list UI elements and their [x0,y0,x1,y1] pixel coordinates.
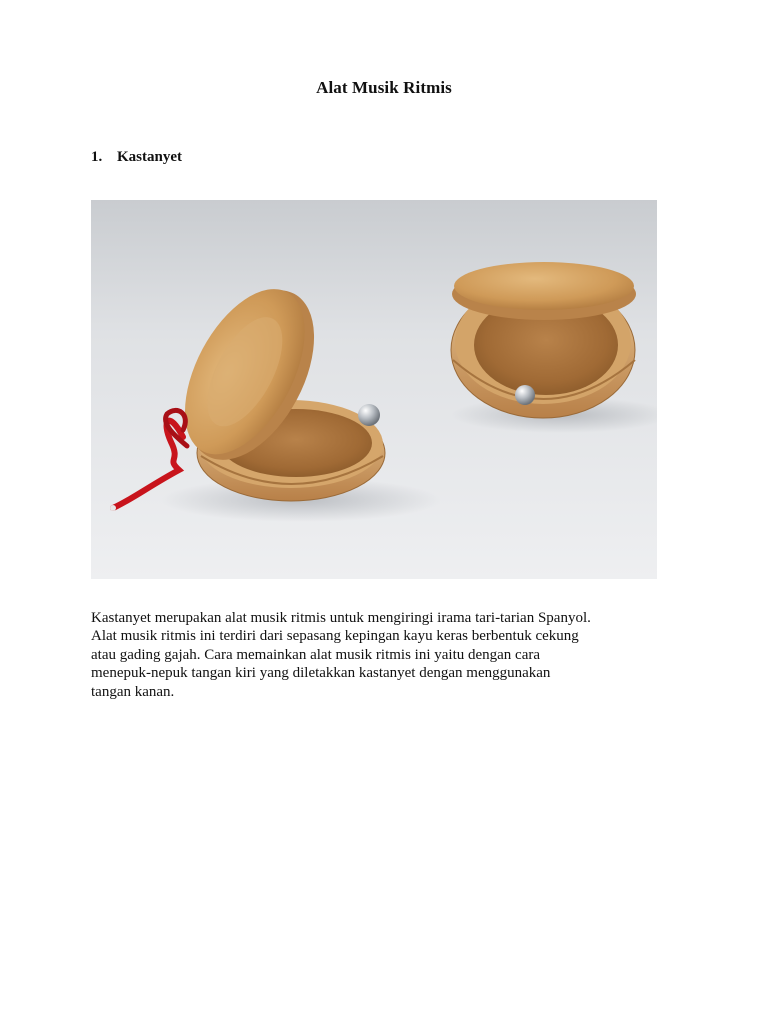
paragraph-line: atau gading gajah. Cara memainkan alat musik ritmis ini yaitu dengan cara [91,646,541,663]
page-title: Alat Musik Ritmis [316,78,452,97]
paragraph-line: Alat musik ritmis ini terdiri dari sepasang kepingan kayu keras berbentuk cekung [91,628,579,645]
section-number: 1. [91,149,103,165]
castanets-photo [91,200,657,579]
castanets-illustration [91,200,657,579]
paragraph-line: menepuk-nepuk tangan kiri yang diletakkan kastanyet dengan menggunakan [91,665,551,682]
section-heading [91,149,182,166]
section-title: Kastanyet [117,149,182,165]
paragraph-line: tangan kanan. [91,683,175,700]
paragraph-line: Kastanyet merupakan alat musik ritmis untuk mengiringi irama tari-tarian Spanyol. [91,610,591,626]
description-paragraph [91,609,691,701]
